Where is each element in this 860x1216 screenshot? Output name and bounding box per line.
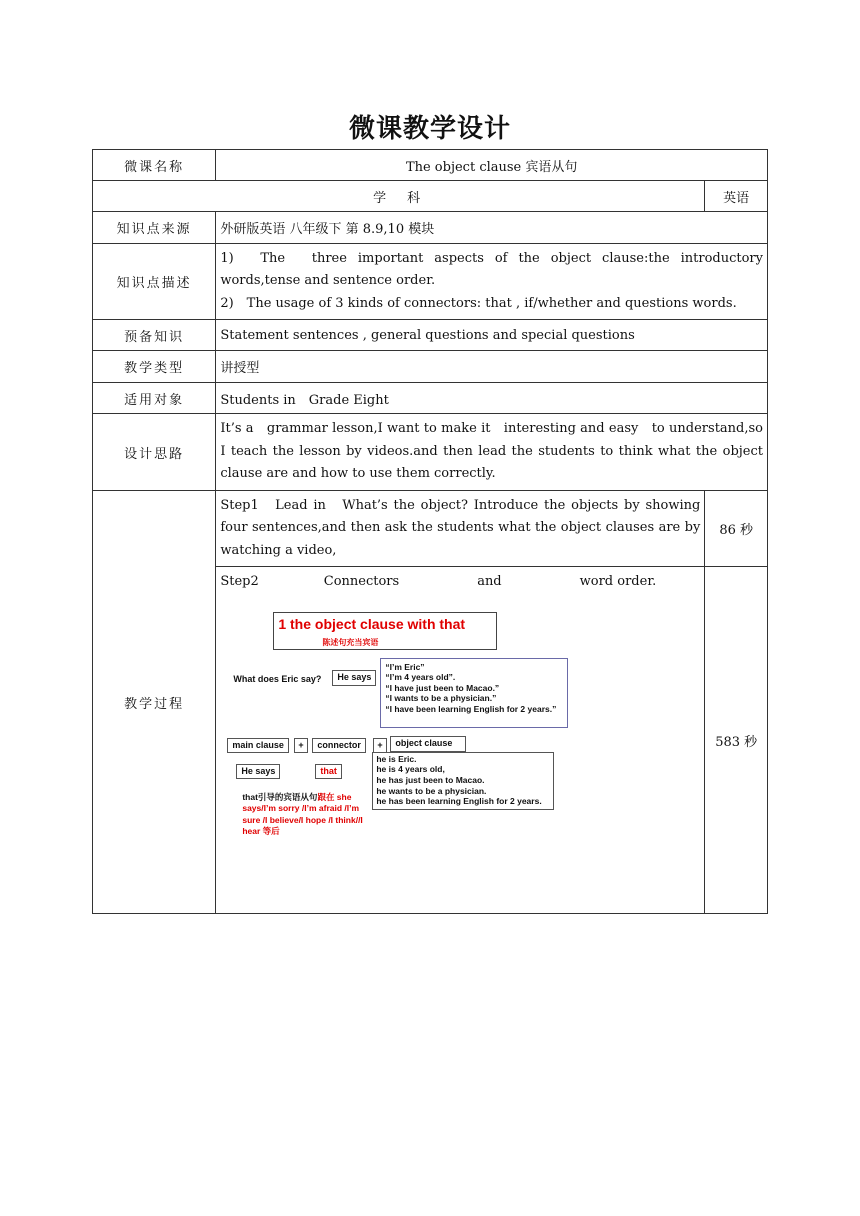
slide-heading: 1 the object clause with that [278, 615, 466, 632]
step1-time: 86 秒 [705, 491, 768, 567]
lesson-table [92, 149, 768, 914]
label-design: 设计思路 [93, 414, 216, 491]
row-audience [93, 383, 768, 414]
clauses-box [372, 752, 554, 810]
quote-line: “I’m 4 years old”. [385, 672, 456, 683]
value-design: It’s a grammar lesson,I want to make it interesting and easy to understand,so I teach the lesson by videos.and then lead the students to think what the object clause are and how to use them correctly. [216, 414, 768, 491]
row-source [93, 212, 768, 244]
value-prerequisite: Statement sentences , general questions and special questions [216, 320, 768, 351]
description-line-1: 1) The three important aspects of the object clause:the introductory words,tense and sentence order. [220, 250, 763, 289]
description-line-2: 2) The usage of 3 kinds of connectors: that , if/whether and questions words. [220, 295, 737, 311]
value-course-name: The object clause 宾语从句 [216, 150, 768, 181]
quote-line: “I have just been to Macao.” [385, 682, 500, 693]
step2-text: Step2 Connectors and word order. [220, 574, 657, 589]
value-audience: Students in Grade Eight [216, 383, 768, 414]
slide-heading-box [273, 612, 497, 650]
value-source: 外研版英语 八年级下 第 8.9,10 模块 [216, 212, 768, 244]
label-source: 知识点来源 [93, 212, 216, 244]
plus-box: + [294, 738, 307, 753]
label-description: 知识点描述 [93, 244, 216, 320]
label-prerequisite: 预备知识 [93, 320, 216, 351]
step2-time: 583 秒 [705, 567, 768, 914]
he-says-box: He says [332, 670, 376, 686]
row-design [93, 414, 768, 491]
plus-box: + [373, 738, 386, 753]
value-subject: 英语 [705, 181, 768, 212]
object-clause-box: object clause [390, 736, 466, 752]
row-subject [93, 181, 768, 212]
clause-line: he has just been to Macao. [376, 774, 485, 785]
grammar-slide [220, 598, 700, 888]
row-description [93, 244, 768, 320]
row-prerequisite [93, 320, 768, 351]
that-usage-note [242, 792, 370, 838]
quote-line: “I’m Eric” [385, 661, 425, 672]
that-box: that [315, 764, 342, 779]
clause-line: he has been learning English for 2 years. [376, 796, 542, 807]
main-clause-box: main clause [227, 738, 289, 753]
quotes-box [380, 658, 568, 728]
label-subject: 学 科 [93, 181, 705, 212]
connector-box: connector [312, 738, 366, 753]
clause-line: he is Eric. [376, 753, 417, 764]
label-type: 教学类型 [93, 351, 216, 383]
note-red: 跟在 she says/I’m sorry /I’m afraid /I’m sure /I believe/I hope /I think//I hear 等后 [242, 791, 363, 836]
note-black: that引导的宾语从句 [242, 791, 318, 802]
row-step1 [93, 491, 768, 567]
label-course-name: 微课名称 [93, 150, 216, 181]
step2-cell [216, 567, 705, 914]
clause-line: he is 4 years old, [376, 764, 445, 775]
value-description [216, 244, 768, 320]
step1-text: Step1 Lead in What’s the object? Introduce the objects by showing four sentences,and then ask the students what the object clauses are by watching a video, [216, 491, 705, 567]
clause-line: he wants to be a physician. [376, 785, 487, 796]
he-says-box-2: He says [236, 764, 280, 779]
row-type [93, 351, 768, 383]
quote-line: “I wants to be a physician.” [385, 693, 497, 704]
label-audience: 适用对象 [93, 383, 216, 414]
value-type: 讲授型 [216, 351, 768, 383]
label-process: 教学过程 [93, 491, 216, 914]
page-title: 微课教学设计 [348, 114, 511, 144]
slide-subheading: 陈述句充当宾语 [322, 637, 379, 647]
row-course-name [93, 150, 768, 181]
quote-line: “I have been learning English for 2 years.” [385, 703, 557, 714]
slide-question: What does Eric say? [233, 673, 322, 684]
